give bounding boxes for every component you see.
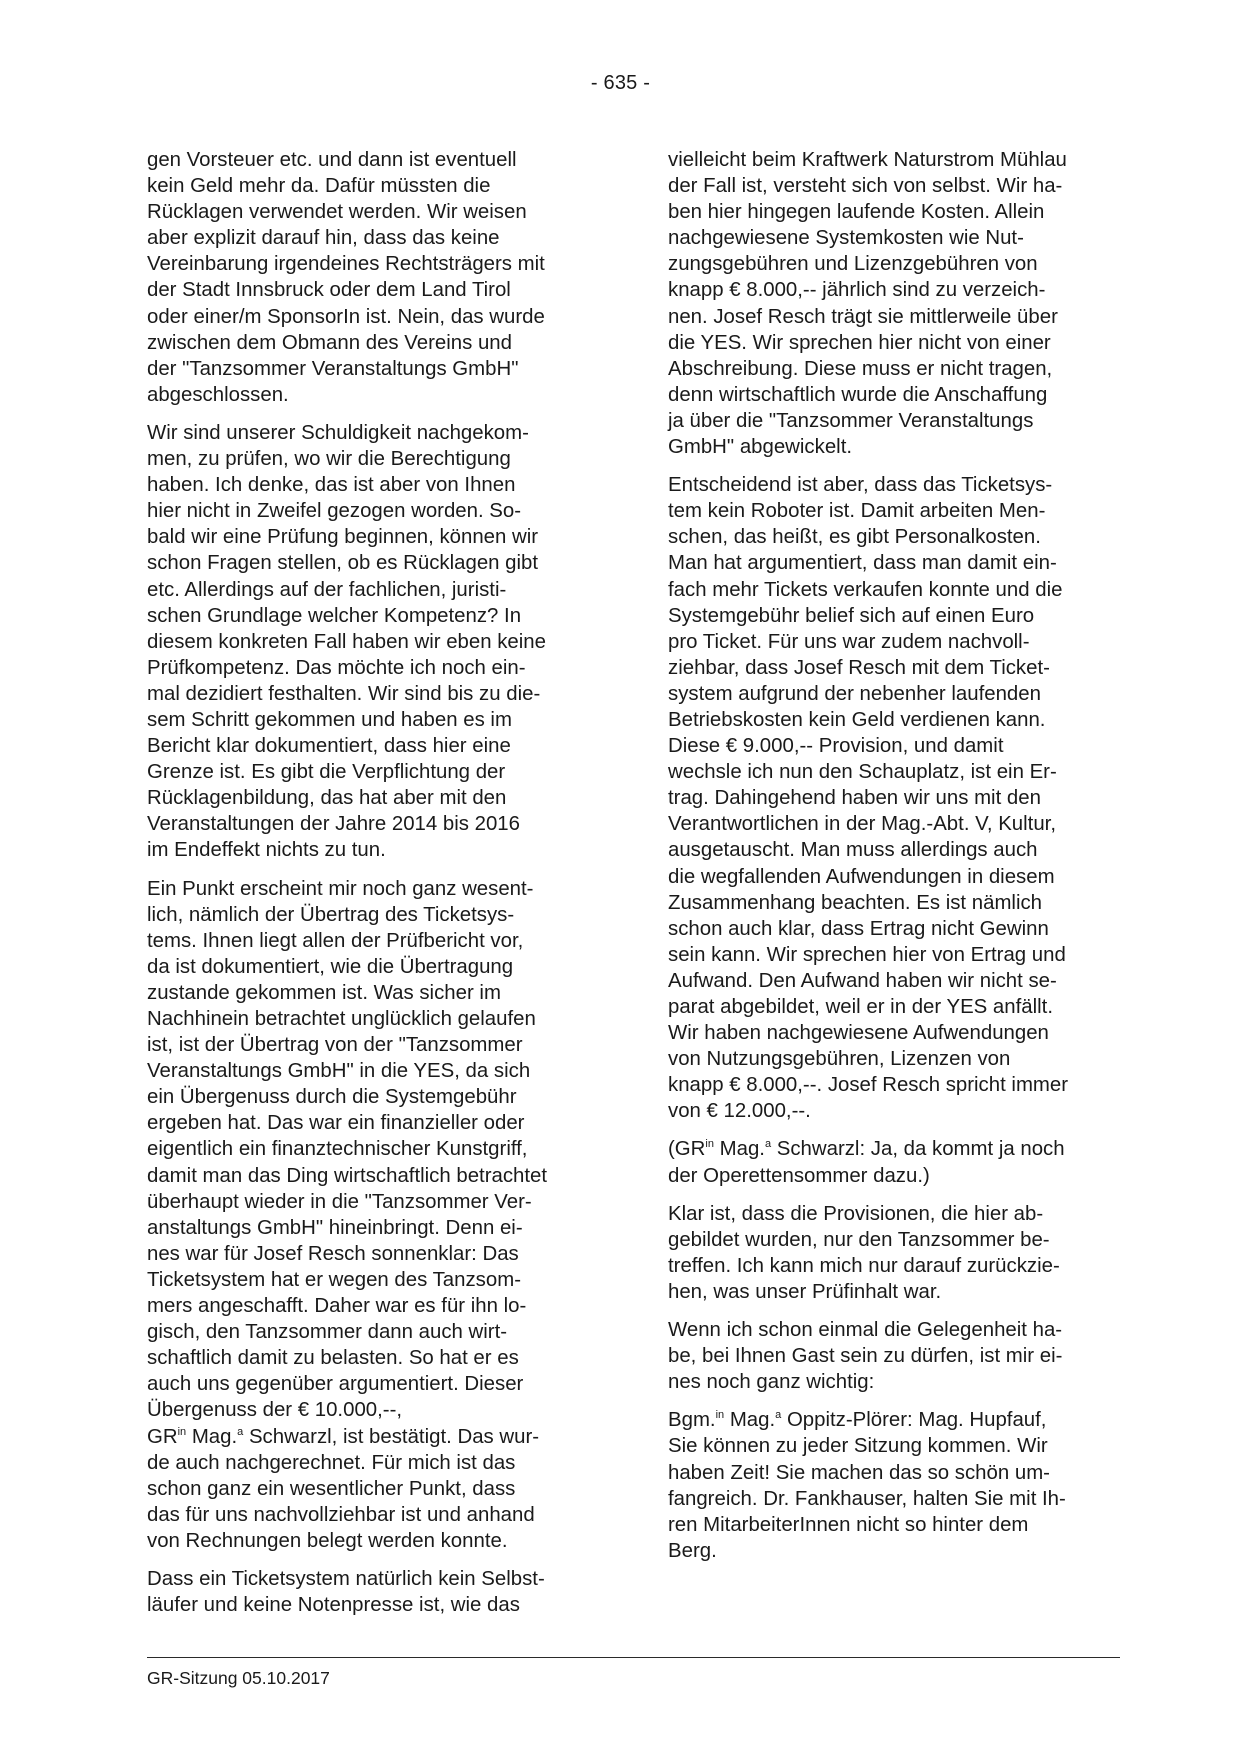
text-line: ben hier hingegen laufende Kosten. Allein [668,201,1045,224]
text-line: Aufwand. Den Aufwand haben wir nicht se- [668,969,1057,992]
text-line: sein kann. Wir sprechen hier von Ertrag und [668,943,1066,966]
text-line: fangreich. Dr. Fankhauser, halten Sie mit Ih- [668,1487,1066,1510]
paragraph-gap [668,1395,1120,1407]
text-line: Vereinbarung irgendeines Rechtsträgers mit [147,253,545,276]
text-line: schaftlich damit zu belasten. So hat er es [147,1347,519,1370]
text-line: Nachhinein betrachtet unglücklich gelaufen [147,1008,536,1030]
text-line: von Rechnungen belegt werden konnte. [147,1529,508,1552]
text-line: Abschreibung. Diese muss er nicht tragen, [668,357,1053,380]
text-line: überhaupt wieder in die "Tanzsommer Ver- [147,1190,532,1213]
text-line: ein Übergenuss durch die Systemgebühr [147,1086,517,1109]
text-line: zustande gekommen ist. Was sicher im [147,981,501,1004]
right-paragraph [668,147,1120,460]
text-line: im Endeffekt nichts zu tun. [147,839,386,862]
text-line: läufer und keine Notenpresse ist, wie das [147,1594,520,1617]
text-line: auch uns gegenüber argumentiert. Dieser [147,1373,524,1396]
text-line: ausgetauscht. Man muss allerdings auch [668,839,1038,862]
text-line: Berg. [668,1539,717,1562]
text-line: schon auch klar, dass Ertrag nicht Gewinn [668,917,1049,940]
text-line: Wir haben nachgewiesene Aufwendungen [668,1022,1049,1045]
text-line: aber explizit darauf hin, dass das keine [147,227,500,250]
text-line: Systemgebühr belief sich auf einen Euro [668,604,1035,627]
paragraph-gap [668,460,1120,472]
text-line: zungsgebühren und Lizenzgebühren von [668,253,1038,276]
text-line: schon ganz ein wesentlicher Punkt, dass [147,1477,516,1500]
page-number: - 635 - [590,72,651,94]
text-line: sem Schritt gekommen und haben es im [147,708,512,731]
text-line: Prüfkompetenz. Das möchte ich noch ein- [147,656,526,679]
text-line: Wenn ich schon einmal die Gelegenheit ha- [668,1319,1063,1342]
paragraph-gap [147,864,599,876]
text-line: denn wirtschaftlich wurde die Anschaffung [668,383,1048,406]
text-line: men, zu prüfen, wo wir die Berechtigung [147,448,511,471]
text-line: ren MitarbeiterInnen nicht so hinter dem [668,1513,1029,1536]
text-line: treffen. Ich kann mich nur darauf zurückzie- [668,1254,1060,1277]
text-line: anstaltungs GmbH" hineinbringt. Denn ei- [147,1216,523,1239]
text-line: ist, ist der Übertrag von der "Tanzsommer [147,1034,523,1057]
text-line: Entscheidend ist aber, dass das Ticketsys- [668,474,1053,497]
text-line: vielleicht beim Kraftwerk Naturstrom Mühlau [668,149,1067,171]
text-line: nachgewiesene Systemkosten wie Nut- [668,227,1024,250]
text-line: fach mehr Tickets verkaufen konnte und die [668,578,1063,601]
text-line: Veranstaltungen der Jahre 2014 bis 2016 [147,813,520,836]
text-line: kein Geld mehr da. Dafür müssten die [147,175,491,198]
text-line: mal dezidiert festhalten. Wir sind bis zu die- [147,682,541,705]
text-line: Wir sind unserer Schuldigkeit nachgekom- [147,421,529,444]
text-line: ja über die "Tanzsommer Veranstaltungs [668,409,1034,432]
text-line: Rücklagen verwendet werden. Wir weisen [147,201,527,224]
text-line: wechsle ich nun den Schauplatz, ist ein Er- [668,761,1057,784]
text-line: diesem konkreten Fall haben wir eben keine [147,630,546,653]
paragraph-gap [147,408,599,420]
right-paragraph [668,1201,1120,1305]
text-line: Betriebskosten kein Geld verdienen kann. [668,708,1046,731]
text-line: Klar ist, dass die Provisionen, die hier ab- [668,1202,1044,1225]
right-paragraph [668,472,1120,1124]
text-line: der Fall ist, versteht sich von selbst. Wir ha- [668,175,1063,198]
text-line: haben. Ich denke, das ist aber von Ihnen [147,474,516,497]
text-line: knapp € 8.000,-- jährlich sind zu verzeich- [668,279,1046,302]
text-line: gisch, den Tanzsommer dann auch wirt- [147,1321,508,1344]
text-line: zwischen dem Obmann des Vereins und [147,331,512,354]
text-line: ($GR^{in}$ Mag.$^a$ Schwarzl: Ja, da kommt ja noch [668,1138,1065,1161]
text-line: Übergenuss der € 10.000,--, [147,1399,403,1422]
text-line: von Nutzungsgebühren, Lizenzen von [668,1048,1011,1071]
text-line: Veranstaltungs GmbH" in die YES, da sich [147,1060,531,1083]
text-line: damit man das Ding wirtschaftlich betrachtet [147,1164,548,1187]
text-line: Dass ein Ticketsystem natürlich kein Selbst- [147,1567,545,1590]
right-paragraph [668,1407,1120,1564]
text-line: Diese € 9.000,-- Provision, und damit [668,735,1004,758]
left-paragraph [147,147,599,408]
text-line: der Operettensommer dazu.) [668,1164,930,1187]
text-line: Bericht klar dokumentiert, dass hier eine [147,735,511,758]
left-paragraph [147,876,599,1554]
paragraph-gap [668,1124,1120,1136]
left-paragraph [147,1566,599,1618]
text-line: haben Zeit! Sie machen das so schön um- [668,1461,1050,1484]
text-line: oder einer/m SponsorIn ist. Nein, das wurde [147,305,545,328]
text-line: schen Grundlage welcher Kompetenz? In [147,604,522,627]
text-line: hen, was unser Prüfinhalt war. [668,1280,942,1303]
text-line: die wegfallenden Aufwendungen in diesem [668,865,1055,888]
text-line: Ticketsystem hat er wegen des Tanzsom- [147,1268,521,1291]
text-line: pro Ticket. Für uns war zudem nachvoll- [668,630,1030,653]
text-line: schen, das heißt, es gibt Personalkosten. [668,526,1041,549]
paragraph-gap [668,1305,1120,1317]
footer-divider [147,1657,1120,1658]
right-paragraph [668,1317,1120,1395]
text-line: Sie können zu jeder Sitzung kommen. Wir [668,1435,1048,1458]
text-line: tem kein Roboter ist. Damit arbeiten Men- [668,500,1046,523]
text-line: be, bei Ihnen Gast sein zu dürfen, ist mir ei- [668,1345,1063,1368]
text-line: Zusammenhang beachten. Es ist nämlich [668,891,1043,914]
text-line: system aufgrund der nebenher laufenden [668,682,1041,705]
text-line: der Stadt Innsbruck oder dem Land Tirol [147,279,511,302]
text-line: mers angeschafft. Daher war es für ihn lo- [147,1295,527,1318]
footer-session-date: GR-Sitzung 05.10.2017 [147,1668,330,1688]
paragraph-gap [147,1554,599,1566]
text-line: eigentlich ein finanztechnischer Kunstgriff, [147,1138,528,1161]
text-line: nen. Josef Resch trägt sie mittlerweile über [668,305,1058,328]
text-line: schon Fragen stellen, ob es Rücklagen gibt [147,552,539,575]
text-line: gebildet wurden, nur den Tanzsommer be- [668,1228,1050,1251]
text-line: da ist dokumentiert, wie die Übertragung [147,955,514,978]
text-line: Grenze ist. Es gibt die Verpflichtung der [147,761,506,784]
text-line: trag. Dahingehend haben wir uns mit den [668,787,1041,810]
text-line: $GR^{in}$ Mag.$^a$ Schwarzl, ist bestätigt. Das wur- [147,1425,540,1448]
text-line: gen Vorsteuer etc. und dann ist eventuell [147,149,517,171]
text-line: ergeben hat. Das war ein finanzieller oder [147,1112,525,1135]
text-line: nes war für Josef Resch sonnenklar: Das [147,1242,519,1265]
text-line: lich, nämlich der Übertrag des Ticketsys- [147,903,515,926]
paragraph-gap [668,1189,1120,1201]
text-line: Ein Punkt erscheint mir noch ganz wesent- [147,877,534,900]
text-line: bald wir eine Prüfung beginnen, können wir [147,526,539,549]
text-line: tems. Ihnen liegt allen der Prüfbericht vor, [147,929,524,952]
text-line: hier nicht in Zweifel gezogen worden. So- [147,500,522,523]
text-line: von € 12.000,--. [668,1100,811,1123]
text-line: GmbH" abgewickelt. [668,436,853,459]
left-column [147,147,599,1618]
text-line: abgeschlossen. [147,383,289,406]
right-column [668,147,1120,1564]
text-line: Verantwortlichen in der Mag.-Abt. V, Kultur, [668,813,1057,836]
text-line: ziehbar, dass Josef Resch mit dem Ticket- [668,656,1050,679]
text-line: knapp € 8.000,--. Josef Resch spricht immer [668,1074,1069,1097]
text-line: das für uns nachvollziehbar ist und anhand [147,1503,535,1526]
text-line: Bgm.$^{in}$ Mag.$^a$ Oppitz-Plörer: Mag. Hupfauf, [668,1409,1047,1432]
text-line: de auch nachgerechnet. Für mich ist das [147,1451,516,1474]
text-line: der "Tanzsommer Veranstaltungs GmbH" [147,357,519,380]
text-line: parat abgebildet, weil er in der YES anfällt. [668,996,1054,1018]
text-line: nes noch ganz wichtig: [668,1371,875,1394]
text-line: etc. Allerdings auf der fachlichen, juristi- [147,578,507,601]
text-line: Man hat argumentiert, dass man damit ein- [668,552,1057,575]
right-paragraph [668,1136,1120,1188]
text-line: die YES. Wir sprechen hier nicht von einer [668,331,1051,354]
left-paragraph [147,420,599,864]
text-line: Rücklagenbildung, das hat aber mit den [147,787,507,810]
